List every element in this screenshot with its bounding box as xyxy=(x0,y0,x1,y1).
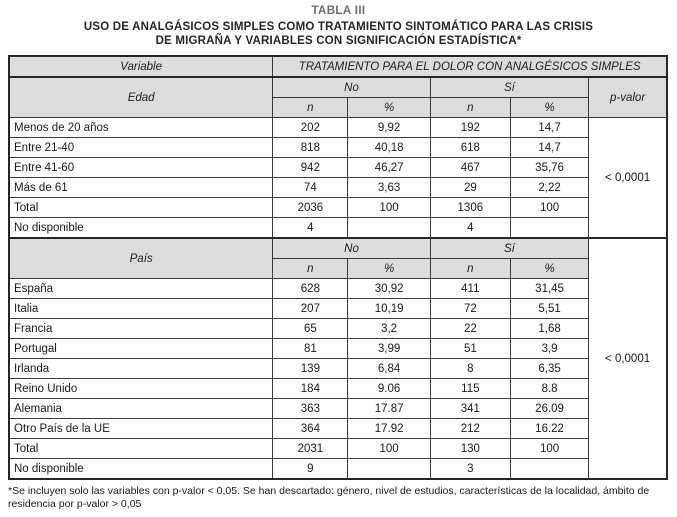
cell-label: Más de 61 xyxy=(9,178,273,198)
table-row xyxy=(9,339,667,359)
cell-si-pct: 8.8 xyxy=(510,379,588,399)
table-row xyxy=(9,459,667,480)
cell-si-pct: 31,45 xyxy=(510,279,588,299)
header-no-pct: % xyxy=(348,98,430,118)
table-row xyxy=(9,419,667,439)
cell-no-n: 139 xyxy=(273,359,348,379)
cell-si-n: 212 xyxy=(430,419,510,439)
cell-no-n: 942 xyxy=(273,158,348,178)
cell-no-pct: 9,92 xyxy=(348,118,430,138)
table-row xyxy=(9,299,667,319)
cell-si-n: 22 xyxy=(430,319,510,339)
cell-no-n: 74 xyxy=(273,178,348,198)
header-no: No xyxy=(273,238,430,259)
header-no: No xyxy=(273,77,430,98)
cell-label: Francia xyxy=(9,319,273,339)
table-row xyxy=(9,319,667,339)
header-si-pct: % xyxy=(510,259,588,279)
table-row xyxy=(9,379,667,399)
cell-label: Alemania xyxy=(9,399,273,419)
cell-si-pct: 16.22 xyxy=(510,419,588,439)
cell-label: Portugal xyxy=(9,339,273,359)
header-si: Sí xyxy=(430,77,588,98)
table-subtitle-line2: DE MIGRAÑA Y VARIABLES CON SIGNIFICACIÓN ESTADÍSTICA* xyxy=(155,35,522,47)
edad-p-value: < 0,0001 xyxy=(589,118,667,239)
cell-no-pct: 3,63 xyxy=(348,178,430,198)
cell-no-pct: 30,92 xyxy=(348,279,430,299)
cell-label: Entre 21-40 xyxy=(9,138,273,158)
cell-si-n: 1306 xyxy=(430,198,510,218)
header-si-pct: % xyxy=(510,98,588,118)
table-row xyxy=(9,439,667,459)
cell-si-n: 51 xyxy=(430,339,510,359)
cell-label: Reino Unido xyxy=(9,379,273,399)
cell-no-pct: 100 xyxy=(348,198,430,218)
cell-label: Entre 41-60 xyxy=(9,158,273,178)
cell-label: No disponible xyxy=(9,218,273,239)
table-subtitle-line1: USO DE ANALGÁSICOS SIMPLES COMO TRATAMIENTO SINTOMÁTICO PARA LAS CRISIS xyxy=(83,21,594,33)
header-no-n: n xyxy=(273,259,348,279)
cell-si-n: 130 xyxy=(430,439,510,459)
table-row xyxy=(9,118,667,138)
section-label-edad: Edad xyxy=(9,77,273,118)
cell-no-pct: 3,99 xyxy=(348,339,430,359)
cell-label: Otro País de la UE xyxy=(9,419,273,439)
cell-si-pct: 35,76 xyxy=(510,158,588,178)
cell-si-pct: 1,68 xyxy=(510,319,588,339)
cell-si-n: 8 xyxy=(430,359,510,379)
cell-no-n: 184 xyxy=(273,379,348,399)
cell-no-n: 207 xyxy=(273,299,348,319)
table-number-title: TABLA III xyxy=(311,5,366,17)
cell-no-n: 628 xyxy=(273,279,348,299)
cell-si-n: 467 xyxy=(430,158,510,178)
cell-si-n: 411 xyxy=(430,279,510,299)
section-label-pais: País xyxy=(9,238,273,279)
statistics-table xyxy=(8,55,668,480)
cell-no-n: 364 xyxy=(273,419,348,439)
cell-si-pct: 5,51 xyxy=(510,299,588,319)
header-treatment: TRATAMIENTO PARA EL DOLOR CON ANALGÉSICOS SIMPLES xyxy=(273,56,667,77)
cell-no-n: 2031 xyxy=(273,439,348,459)
cell-no-n: 202 xyxy=(273,118,348,138)
table-row xyxy=(9,138,667,158)
cell-si-pct: 26.09 xyxy=(510,399,588,419)
table-row xyxy=(9,359,667,379)
cell-si-n: 29 xyxy=(430,178,510,198)
cell-si-pct: 14,7 xyxy=(510,138,588,158)
cell-si-n: 115 xyxy=(430,379,510,399)
cell-si-n: 618 xyxy=(430,138,510,158)
cell-si-pct: 6,35 xyxy=(510,359,588,379)
header-si-n: n xyxy=(430,259,510,279)
cell-no-pct: 3,2 xyxy=(348,319,430,339)
cell-no-pct: 40,18 xyxy=(348,138,430,158)
cell-si-n: 4 xyxy=(430,218,510,239)
cell-no-pct: 9.06 xyxy=(348,379,430,399)
cell-si-pct: 14,7 xyxy=(510,118,588,138)
cell-si-pct: 3,9 xyxy=(510,339,588,359)
cell-label: Menos de 20 años xyxy=(9,118,273,138)
cell-si-pct xyxy=(510,459,588,480)
cell-no-n: 363 xyxy=(273,399,348,419)
cell-label: No disponible xyxy=(9,459,273,480)
table-footnote: *Se incluyen solo las variables con p-valor < 0,05. Se han descartado: género, nivel de estudios, características de la localidad, ámbito de residencia por p-valor > 0,05 xyxy=(8,485,650,510)
cell-no-n: 81 xyxy=(273,339,348,359)
pais-p-value: < 0,0001 xyxy=(589,238,667,479)
header-si: Sí xyxy=(430,238,588,259)
header-variable: Variable xyxy=(9,56,273,77)
cell-no-pct: 6,84 xyxy=(348,359,430,379)
cell-label: Italia xyxy=(9,299,273,319)
cell-no-n: 818 xyxy=(273,138,348,158)
table-row xyxy=(9,158,667,178)
cell-no-pct xyxy=(348,459,430,480)
table-row xyxy=(9,399,667,419)
table-header-row xyxy=(9,56,667,77)
cell-no-pct xyxy=(348,218,430,239)
cell-label: Total xyxy=(9,439,273,459)
cell-si-pct: 2,22 xyxy=(510,178,588,198)
cell-si-n: 72 xyxy=(430,299,510,319)
table-row xyxy=(9,218,667,239)
cell-no-n: 9 xyxy=(273,459,348,480)
cell-label: España xyxy=(9,279,273,299)
cell-label: Total xyxy=(9,198,273,218)
cell-label: Irlanda xyxy=(9,359,273,379)
table-row xyxy=(9,198,667,218)
cell-si-pct: 100 xyxy=(510,198,588,218)
cell-no-pct: 46,27 xyxy=(348,158,430,178)
header-p-valor: p-valor xyxy=(589,77,667,118)
header-no-n: n xyxy=(273,98,348,118)
cell-no-n: 4 xyxy=(273,218,348,239)
cell-si-pct xyxy=(510,218,588,239)
cell-no-pct: 100 xyxy=(348,439,430,459)
header-si-n: n xyxy=(430,98,510,118)
header-no-pct: % xyxy=(348,259,430,279)
cell-no-pct: 17.87 xyxy=(348,399,430,419)
edad-header-row xyxy=(9,77,667,98)
pais-header-row xyxy=(9,238,667,259)
cell-no-pct: 17.92 xyxy=(348,419,430,439)
title-block xyxy=(0,0,677,48)
cell-si-n: 341 xyxy=(430,399,510,419)
cell-no-pct: 10,19 xyxy=(348,299,430,319)
cell-si-n: 3 xyxy=(430,459,510,480)
cell-si-n: 192 xyxy=(430,118,510,138)
cell-si-pct: 100 xyxy=(510,439,588,459)
table-row xyxy=(9,178,667,198)
cell-no-n: 65 xyxy=(273,319,348,339)
table-row xyxy=(9,279,667,299)
cell-no-n: 2036 xyxy=(273,198,348,218)
